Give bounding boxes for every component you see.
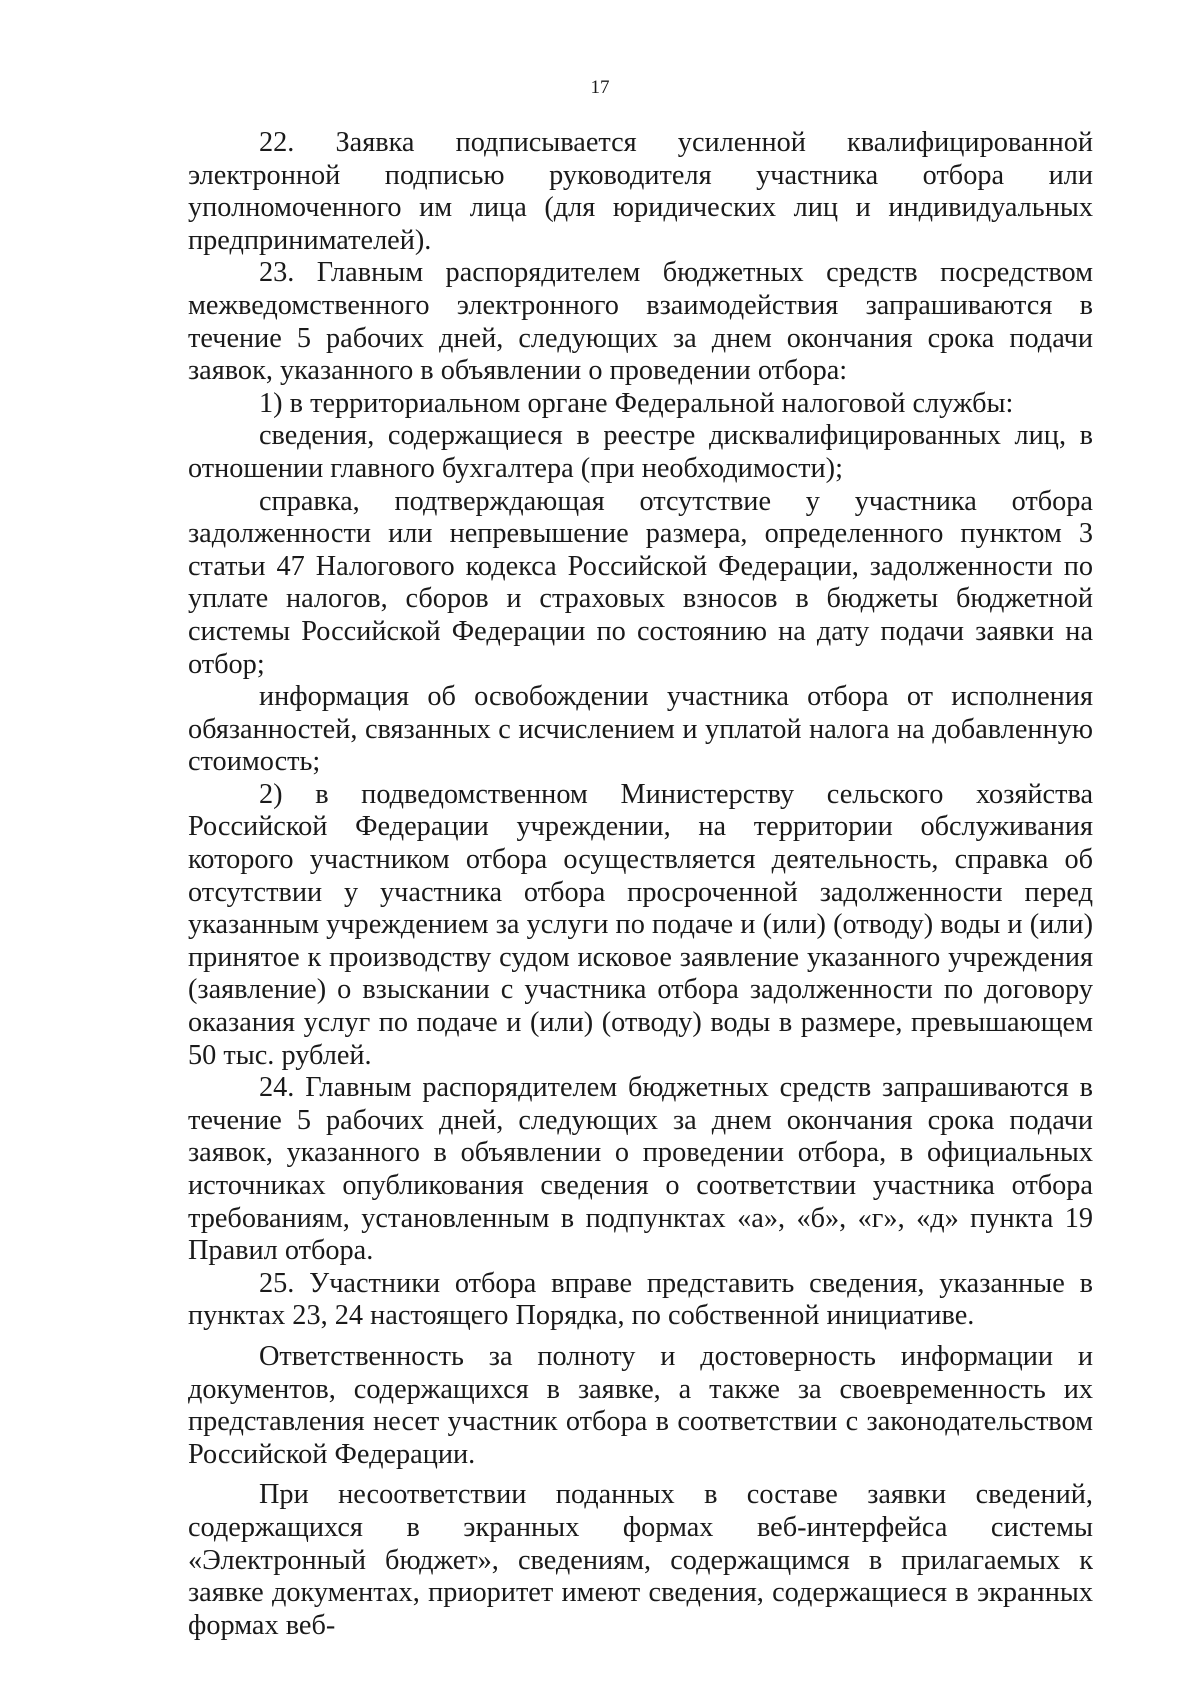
paragraph-23-item-1: 1) в территориальном органе Федеральной налоговой службы: [259, 387, 1014, 419]
document-body [188, 127, 1093, 1642]
paragraph-23: 23. Главным распорядителем бюджетных средств посредством межведомственного электронного взаимодействия запрашиваются в течение 5 рабочих дней, следующих за днем окончания срока подачи заявок, указанного в объявлении о проведении отбора: [188, 257, 1093, 387]
paragraph-responsibility: Ответственность за полноту и достоверность информации и документов, содержащихся в заявке, а также за своевременность их представления несет участник отбора в соответствии с законодательством Российской Федерации. [188, 1340, 1093, 1470]
paragraph-23-item-1-tax-debt-certificate: справка, подтверждающая отсутствие у участника отбора задолженности или непревышение размера, определенного пунктом 3 статьи 47 Налогового кодекса Российской Федерации, задолженности по уплате налогов, сборов и страховых взносов в бюджеты бюджетной системы Российской Федерации по состоянию на дату подачи заявки на отбор; [188, 485, 1093, 680]
paragraph-24: 24. Главным распорядителем бюджетных средств запрашиваются в течение 5 рабочих дней, следующих за днем окончания срока подачи заявок, указанного в объявлении о проведении отбора, в официальных источниках опубликования сведения о соответствии участника отбора требованиям, установленным в подпунктах «а», «б», «г», «д» пункта 19 Правил отбора. [188, 1072, 1093, 1267]
paragraph-22: 22. Заявка подписывается усиленной квалифицированной электронной подписью руководителя участника отбора или уполномоченного им лица (для юридических лиц и индивидуальных предпринимателей). [188, 127, 1093, 256]
paragraph-23-item-1-vat-exemption: информация об освобождении участника отбора от исполнения обязанностей, связанных с исчислением и уплатой налога на добавленную стоимость; [188, 681, 1093, 778]
paragraph-23-item-1-disqualified-registry: сведения, содержащиеся в реестре дисквалифицированных лиц, в отношении главного бухгалтера (при необходимости); [188, 420, 1093, 484]
paragraph-25: 25. Участники отбора вправе представить сведения, указанные в пунктах 23, 24 настоящего Порядка, по собственной инициативе. [188, 1267, 1093, 1332]
paragraph-23-item-2: 2) в подведомственном Министерству сельского хозяйства Российской Федерации учреждении, на территории обслуживания которого участником отбора осуществляется деятельность, справка об отсутствии у участника отбора просроченной задолженности перед указанным учреждением за услуги по подаче и (или) (отводу) воды и (или) принятое к производству судом исковое заявление указанного учреждения (заявление) о взыскании с участника отбора задолженности по договору оказания услуг по подаче и (или) (отводу) воды в размере, превышающем 50 тыс. рублей. [188, 778, 1093, 1071]
paragraph-priority: При несоответствии поданных в составе заявки сведений, содержащихся в экранных формах веб-интерфейса системы «Электронный бюджет», сведениям, содержащимся в прилагаемых к заявке документах, приоритет имеют сведения, содержащиеся в экранных формах веб- [188, 1479, 1093, 1641]
page-number: 17 [590, 77, 610, 98]
